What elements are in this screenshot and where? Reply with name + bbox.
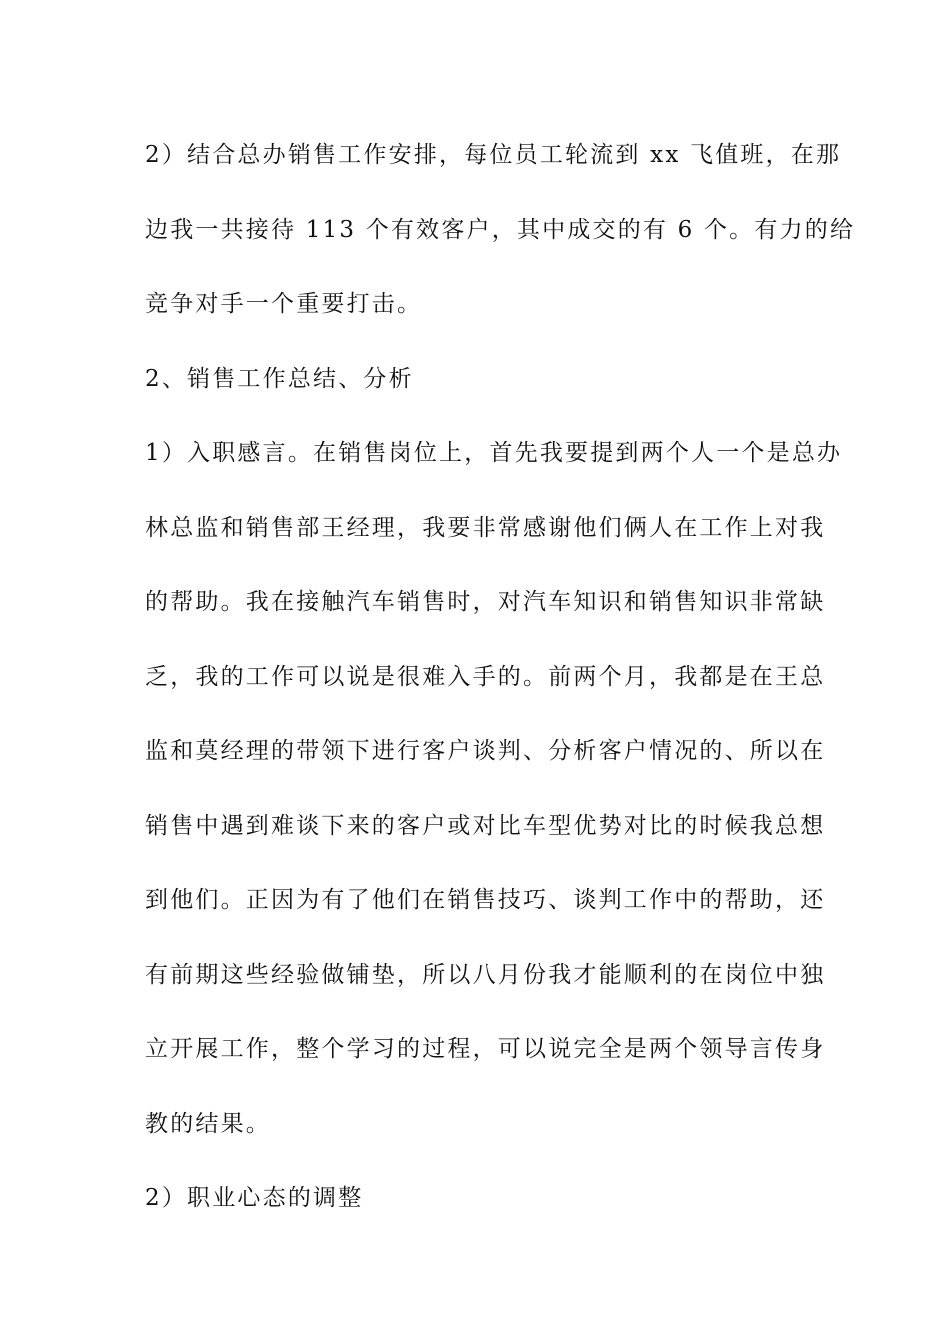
paragraph-line-11: 到他们。正因为有了他们在销售技巧、谈判工作中的帮助，还	[145, 887, 826, 913]
paragraph-line-5: 1）入职感言。在销售岗位上，首先我要提到两个人一个是总办	[145, 440, 843, 466]
paragraph-line-6: 林总监和销售部王经理，我要非常感谢他们俩人在工作上对我	[145, 514, 826, 541]
paragraph-line-10: 销售中遇到难谈下来的客户或对比车型优势对比的时候我总想	[145, 812, 826, 839]
paragraph-line-2: 边我一共接待 113 个有效客户，其中成交的有 6 个。有力的给	[145, 216, 856, 243]
document-body	[145, 130, 856, 1248]
paragraph-line-13: 立开展工作，整个学习的过程，可以说完全是两个领导言传身	[145, 1036, 826, 1062]
paragraph-line-3: 竞争对手一个重要打击。	[145, 291, 423, 317]
paragraph-line-9: 监和莫经理的带领下进行客户谈判、分析客户情况的、所以在	[145, 738, 826, 764]
subsection-heading: 2）职业心态的调整	[145, 1185, 364, 1211]
paragraph-line-14: 教的结果。	[145, 1110, 271, 1137]
section-heading: 2、销售工作总结、分析	[145, 365, 414, 392]
paragraph-line-12: 有前期这些经验做铺垫，所以八月份我才能顺利的在岗位中独	[145, 961, 826, 988]
paragraph-line-8: 乏，我的工作可以说是很难入手的。前两个月，我都是在王总	[145, 663, 826, 690]
paragraph-line-1: 2）结合总办销售工作安排，每位员工轮流到 xx 飞值班，在那	[145, 142, 842, 168]
paragraph-line-7: 的帮助。我在接触汽车销售时，对汽车知识和销售知识非常缺	[145, 589, 826, 615]
